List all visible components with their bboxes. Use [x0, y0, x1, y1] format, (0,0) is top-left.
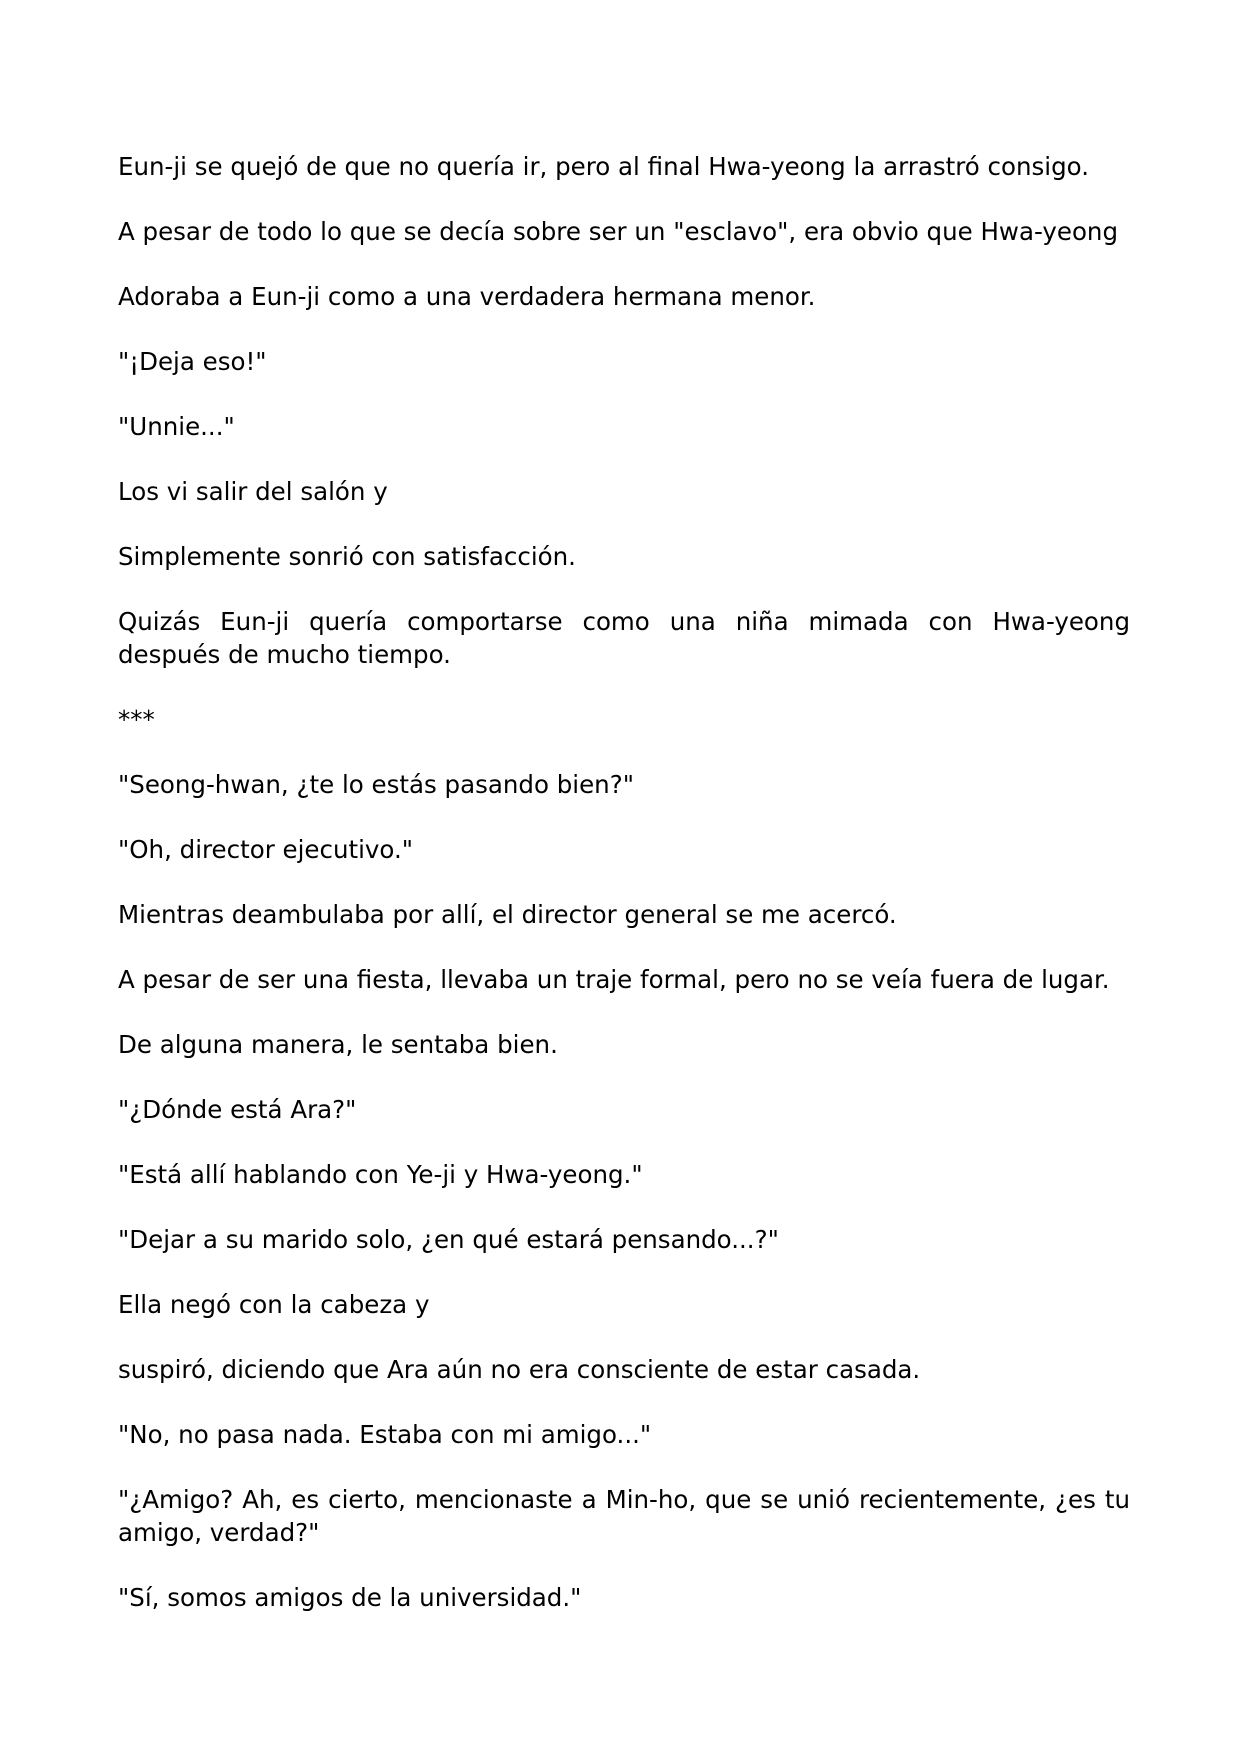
paragraph: De alguna manera, le sentaba bien. — [118, 1030, 558, 1059]
paragraph: "Unnie..." — [118, 412, 235, 441]
paragraph: "¿Dónde está Ara?" — [118, 1095, 357, 1124]
paragraph: Los vi salir del salón y — [118, 477, 388, 506]
document-body — [118, 150, 1130, 1646]
paragraph: "Oh, director ejecutivo." — [118, 835, 414, 864]
scene-break: *** — [118, 705, 155, 734]
paragraph: Quizás Eun-ji quería comportarse como una niña mimada con Hwa-yeong después de mucho tiempo. — [118, 607, 1130, 669]
paragraph: "No, no pasa nada. Estaba con mi amigo..." — [118, 1420, 652, 1449]
paragraph: A pesar de ser una fiesta, llevaba un traje formal, pero no se veía fuera de lugar. — [118, 965, 1110, 994]
paragraph: "¡Deja eso!" — [118, 347, 267, 376]
paragraph: "¿Amigo? Ah, es cierto, mencionaste a Min-ho, que se unió recientemente, ¿es tu amigo, verdad?" — [118, 1485, 1130, 1547]
paragraph: "Dejar a su marido solo, ¿en qué estará pensando...?" — [118, 1225, 779, 1254]
paragraph: Mientras deambulaba por allí, el director general se me acercó. — [118, 900, 897, 929]
paragraph: suspiró, diciendo que Ara aún no era consciente de estar casada. — [118, 1355, 921, 1384]
paragraph: "Está allí hablando con Ye-ji y Hwa-yeong." — [118, 1160, 643, 1189]
paragraph: "Sí, somos amigos de la universidad." — [118, 1583, 582, 1612]
paragraph: Simplemente sonrió con satisfacción. — [118, 542, 576, 571]
paragraph: A pesar de todo lo que se decía sobre ser un "esclavo", era obvio que Hwa-yeong — [118, 217, 1119, 246]
paragraph: Adoraba a Eun-ji como a una verdadera hermana menor. — [118, 282, 816, 311]
paragraph: Ella negó con la cabeza y — [118, 1290, 430, 1319]
paragraph: "Seong-hwan, ¿te lo estás pasando bien?" — [118, 770, 634, 799]
paragraph: Eun-ji se quejó de que no quería ir, pero al final Hwa-yeong la arrastró consigo. — [118, 152, 1090, 181]
